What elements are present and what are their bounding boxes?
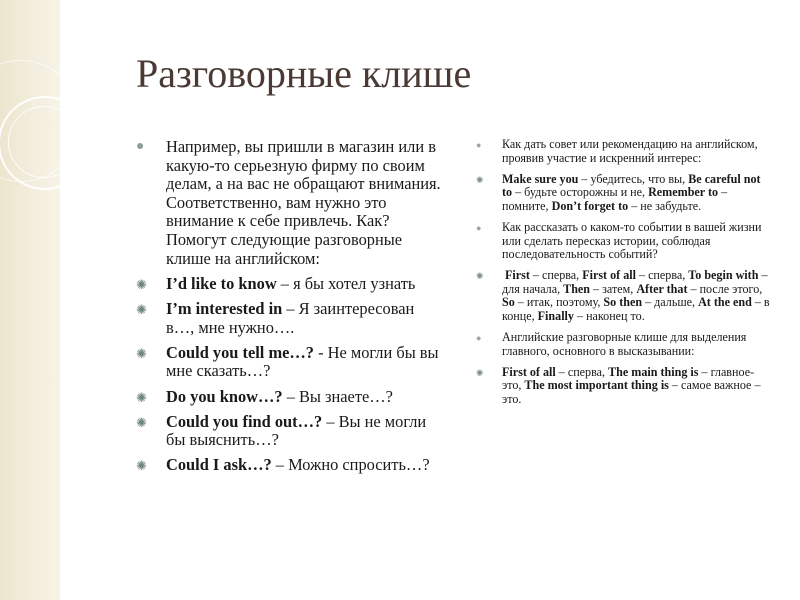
phrase-item	[136, 456, 442, 475]
main-heading: Английские разговорные клише для выделения главного, основного в высказывании:	[502, 330, 747, 358]
slide-title: Разговорные клише	[136, 51, 472, 96]
right-column	[472, 138, 772, 414]
phrase-en: Do you know…?	[166, 386, 283, 406]
phrase-en: So	[502, 295, 515, 310]
phrase-en: Finally	[537, 309, 574, 324]
phrase-en: The most important thing is	[524, 378, 669, 393]
story-heading: Как рассказать о каком-то событии в вашей жизни или сделать пересказ истории, соблюдая последовательность событий?	[502, 219, 762, 262]
phrase-en: Be careful not to	[502, 171, 761, 200]
advice-phrases-item	[472, 173, 772, 214]
advice-heading: Как дать совет или рекомендацию на английском, проявив участие и искренний интерес:	[502, 137, 758, 165]
bullet-icon: ●	[476, 333, 482, 344]
ornament-bullet-icon: ✺	[476, 271, 484, 282]
ornament-bullet-icon: ✺	[136, 301, 147, 317]
left-column	[136, 138, 442, 482]
story-heading-item	[472, 221, 772, 262]
phrase-en: At the end	[698, 295, 752, 310]
phrase-ru: – помните,	[502, 185, 728, 213]
ornament-bullet-icon: ✺	[476, 367, 484, 378]
ornament-bullet-icon: ✺	[476, 174, 484, 185]
phrase-ru: – для начала,	[502, 268, 768, 296]
phrase-en: Remember to	[648, 185, 719, 200]
phrase-en: Could I ask…?	[166, 455, 272, 475]
phrase-ru: – итак, поэтому,	[514, 295, 604, 310]
phrase-item	[136, 413, 442, 450]
phrase-item	[136, 344, 442, 381]
bullet-icon: ●	[476, 222, 482, 233]
phrase-ru: – наконец то.	[573, 309, 645, 324]
phrase-ru: – убедитесь, что вы,	[578, 171, 689, 186]
phrase-item	[136, 388, 442, 407]
phrase-ru: – сперва,	[529, 268, 583, 283]
phrase-ru: – в конце,	[502, 295, 770, 324]
phrase-ru: – затем,	[590, 281, 637, 296]
phrase-en: I’m interested in	[166, 298, 283, 318]
phrase-en: First of all	[502, 364, 556, 379]
phrase-en: I’d like to know	[166, 273, 277, 293]
phrase-ru: – не забудьте.	[628, 198, 702, 213]
advice-heading-item	[472, 138, 772, 165]
phrase-en: First of all	[582, 268, 636, 283]
phrase-ru: – Вы не могли бы выяснить…?	[166, 411, 427, 450]
phrase-en: Make sure you	[502, 171, 579, 186]
phrase-en: Could you find out…?	[166, 411, 323, 431]
intro-item	[136, 138, 442, 268]
bullet-icon: ●	[476, 140, 482, 150]
phrase-ru: - Не могли бы вы мне сказать…?	[166, 342, 439, 381]
ornament-bullet-icon: ✺	[136, 414, 147, 430]
phrase-item	[136, 300, 442, 337]
phrase-en: So then	[603, 295, 643, 310]
story-phrases-item	[472, 269, 772, 323]
phrase-en: To begin with	[688, 268, 759, 283]
phrase-item	[136, 275, 442, 294]
decorative-sidebar	[0, 0, 60, 600]
phrase-ru: – сперва,	[635, 268, 689, 283]
phrase-ru: – сперва,	[555, 364, 609, 379]
ornament-bullet-icon: ✺	[136, 276, 147, 292]
phrase-ru: – будьте осторожны и не,	[512, 185, 649, 200]
ornament-bullet-icon: ✺	[136, 389, 147, 405]
phrase-ru: – самое важное – это.	[502, 378, 761, 406]
phrase-en: The main thing is	[608, 364, 699, 379]
phrase-en: Don’t forget to	[551, 198, 629, 213]
ornament-bullet-icon: ✺	[136, 458, 147, 474]
phrase-en: After that	[636, 281, 688, 296]
bullet-icon: ●	[136, 139, 145, 154]
main-heading-item	[472, 331, 772, 358]
main-phrases-item	[472, 366, 772, 407]
phrase-ru: – Можно спросить…?	[271, 455, 430, 475]
phrase-ru: – Я заинтересован в…, мне нужно….	[166, 298, 415, 337]
phrase-ru: – главное- это,	[502, 364, 755, 393]
phrase-ru: – я бы хотел узнать	[276, 273, 416, 293]
phrase-en: First	[505, 268, 530, 283]
phrase-ru: – после этого,	[687, 281, 763, 296]
phrase-ru: – Вы знаете…?	[282, 386, 393, 406]
phrase-en: Could you tell me…?	[166, 342, 314, 362]
ornament-bullet-icon: ✺	[136, 345, 147, 361]
intro-text: Например, вы пришли в магазин или в какую-то серьезную фирму по своим делам, а на вас не обращают внимания. Соответственно, вам нужно это внимание к себе привлечь. Как? Помогут следующие разговорные клише на английском:	[166, 137, 441, 268]
phrase-ru: – дальше,	[642, 295, 699, 310]
phrase-en: Then	[563, 281, 591, 296]
